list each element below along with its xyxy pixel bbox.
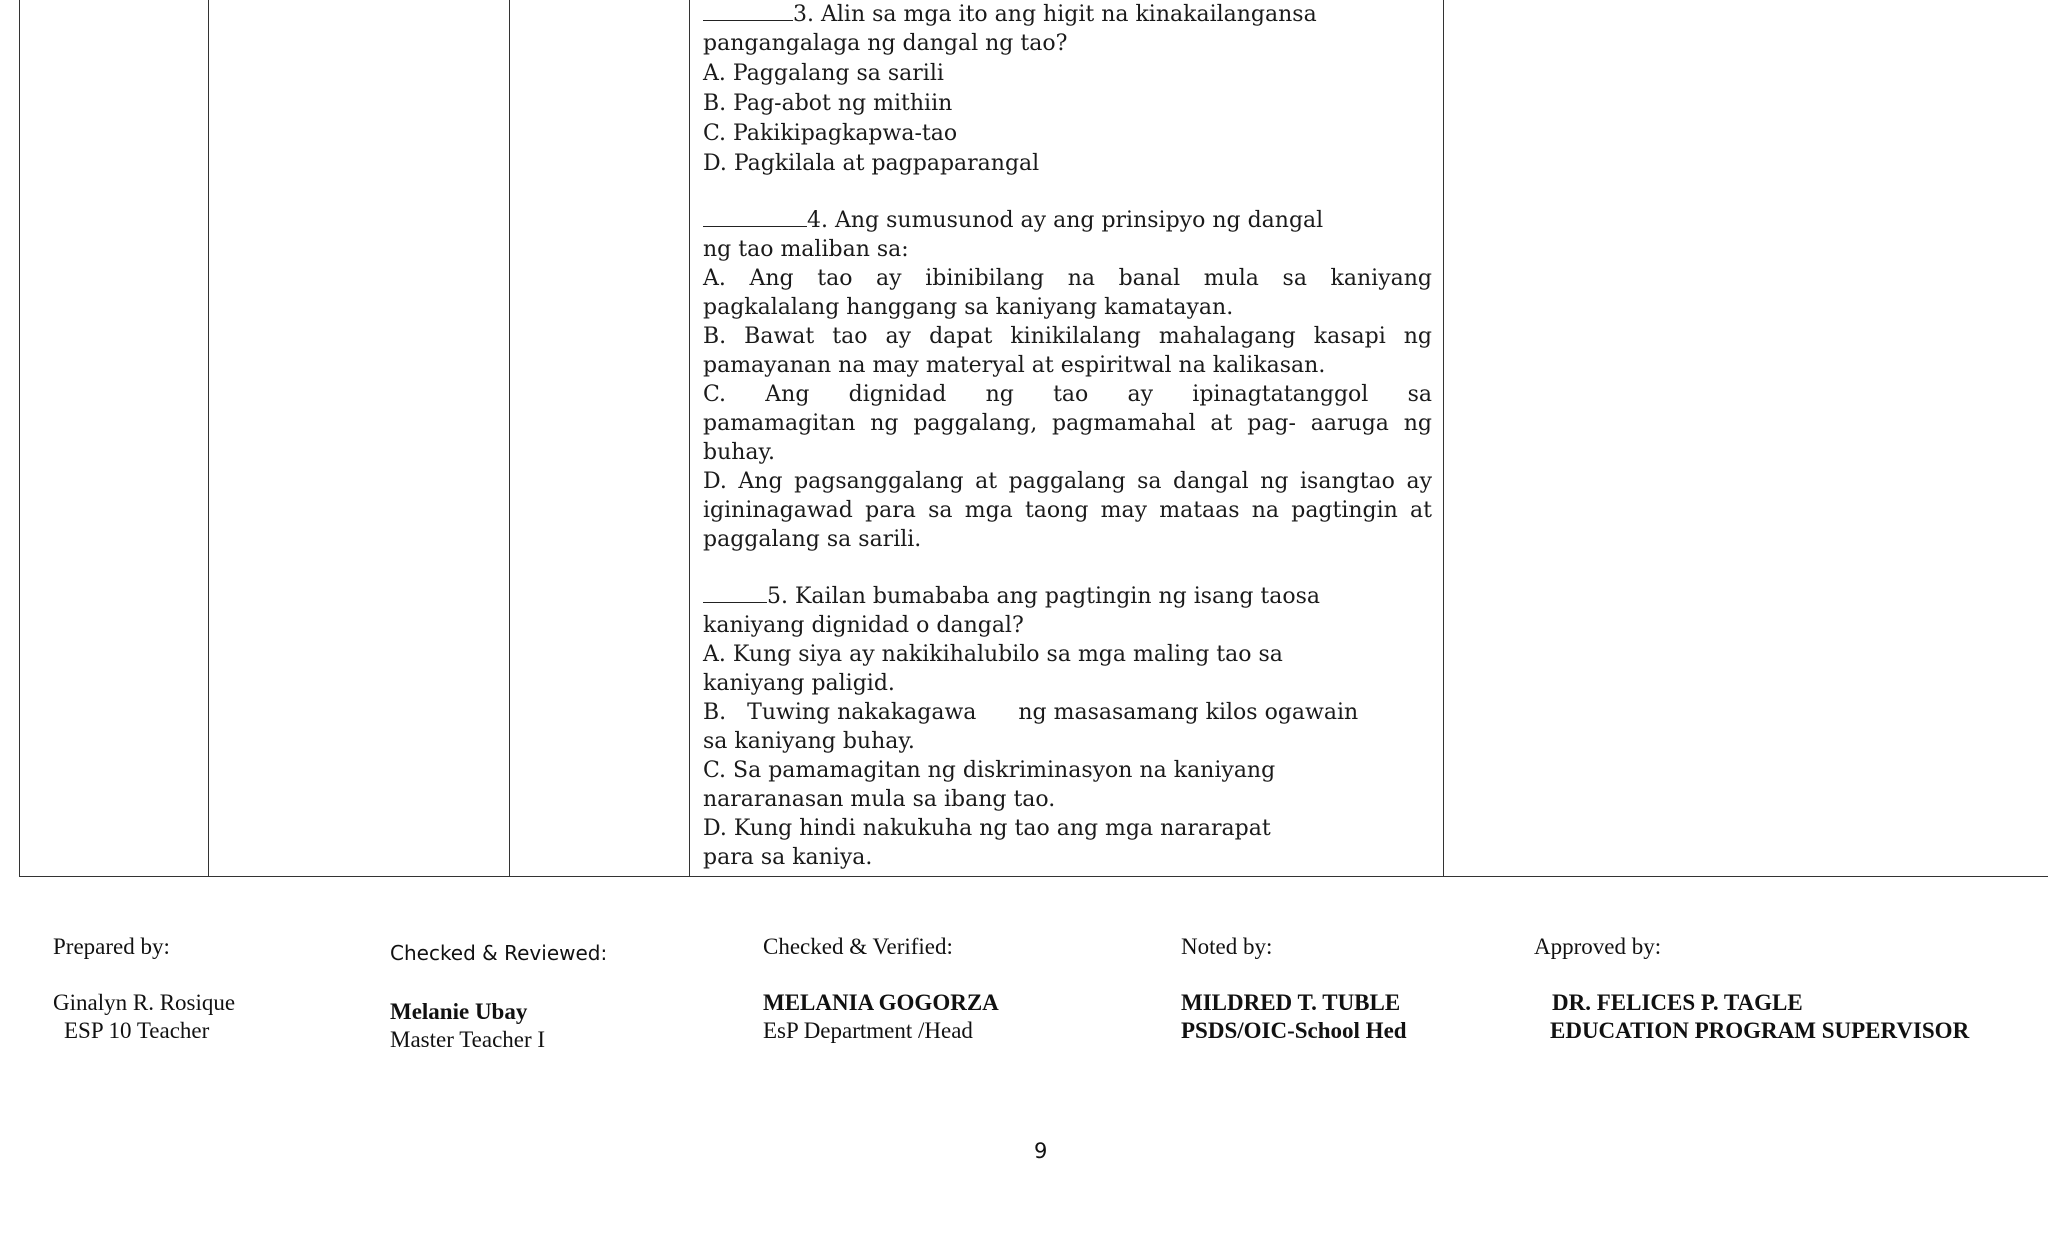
signatory-prepared	[53, 933, 235, 1045]
choice-a: A. Paggalang sa sarili	[703, 61, 944, 86]
question-5	[703, 582, 1432, 872]
choice-a: A. Ang tao ay ibinibilang na banal mula sa kaniyang	[703, 266, 1432, 291]
choice-b: B. Tuwing nakakagawa ng masasamang kilos ogawain	[703, 700, 1359, 725]
choice-c: C. Pakikipagkapwa-tao	[703, 121, 958, 146]
choice-d: D. Kung hindi nakukuha ng tao ang mga nararapat	[703, 816, 1271, 841]
signatory-label: Prepared by:	[53, 934, 170, 959]
signatory-role: Master Teacher I	[390, 1027, 546, 1052]
question-text: 5. Kailan bumababa ang pagtingin ng isang taosa	[767, 584, 1321, 609]
signatory-checked-verified	[763, 933, 999, 1045]
page-number: 9	[1034, 1139, 1048, 1163]
signatory-name: MILDRED T. TUBLE	[1181, 990, 1401, 1015]
signatory-label: Checked & Verified:	[763, 934, 953, 959]
question-stem-cont: kaniyang dignidad o dangal?	[703, 613, 1024, 638]
choice-c-cont: pamamagitan ng paggalang, pagmamahal at pag- aaruga ng	[703, 411, 1432, 436]
choice-b-cont: pamayanan na may materyal at espiritwal na kalikasan.	[703, 353, 1326, 378]
question-3	[703, 0, 1432, 178]
signatory-approved	[1534, 933, 1969, 1045]
choice-c: C. Ang dignidad ng tao ay ipinagtatanggol sa	[703, 382, 1432, 407]
signatory-name: MELANIA GOGORZA	[763, 990, 999, 1015]
choice-c: C. Sa pamamagitan ng diskriminasyon na kaniyang	[703, 758, 1276, 783]
signatory-name: Ginalyn R. Rosique	[53, 990, 236, 1015]
choice-d-cont: paggalang sa sarili.	[703, 527, 922, 552]
signatory-role: EDUCATION PROGRAM SUPERVISOR	[1550, 1018, 1970, 1043]
choice-d: D. Pagkilala at pagpaparangal	[703, 151, 1040, 176]
choice-b: B. Bawat tao ay dapat kinikilalang mahalagang kasapi ng	[703, 324, 1432, 349]
signatory-name: Melanie Ubay	[390, 999, 528, 1024]
signatory-label: Noted by:	[1181, 934, 1273, 959]
question-text: 3. Alin sa mga ito ang higit na kinakailangansa	[793, 2, 1317, 27]
signatory-checked-reviewed	[390, 939, 607, 1054]
assessment-cell	[703, 0, 1432, 872]
choice-a-cont: kaniyang paligid.	[703, 671, 895, 696]
signatory-role: PSDS/OIC-School Hed	[1181, 1018, 1407, 1043]
question-stem	[703, 582, 1432, 611]
question-stem	[703, 0, 1432, 29]
choice-d: D. Ang pagsanggalang at paggalang sa dangal ng isangtao ay	[703, 469, 1432, 494]
answer-blank[interactable]	[703, 2, 793, 21]
question-stem	[703, 206, 1432, 235]
choice-d-cont: para sa kaniya.	[703, 845, 873, 870]
choice-a-cont: pagkalalang hanggang sa kaniyang kamatayan.	[703, 295, 1234, 320]
signatory-noted	[1181, 933, 1407, 1045]
table-column-divider	[208, 0, 209, 877]
choice-b-cont: sa kaniyang buhay.	[703, 729, 915, 754]
choice-c-cont: nararanasan mula sa ibang tao.	[703, 787, 1056, 812]
choice-c-cont: buhay.	[703, 440, 776, 465]
choice-a: A. Kung siya ay nakikihalubilo sa mga maling tao sa	[703, 642, 1283, 667]
table-column-divider	[689, 0, 690, 877]
signatory-role: ESP 10 Teacher	[64, 1018, 210, 1043]
question-stem-cont: pangangalaga ng dangal ng tao?	[703, 31, 1068, 56]
choice-d-cont: igininagawad para sa mga taong may mataas na pagtingin at	[703, 498, 1432, 523]
answer-blank[interactable]	[703, 208, 807, 227]
choice-b: B. Pag-abot ng mithiin	[703, 91, 953, 116]
question-text: 4. Ang sumusunod ay ang prinsipyo ng dangal	[807, 208, 1324, 233]
signatory-name: DR. FELICES P. TAGLE	[1552, 990, 1803, 1015]
signatory-label: Approved by:	[1534, 934, 1662, 959]
question-stem-cont: ng tao maliban sa:	[703, 237, 909, 262]
answer-blank[interactable]	[703, 584, 767, 603]
question-4	[703, 206, 1432, 554]
signatory-role: EsP Department /Head	[763, 1018, 973, 1043]
signatory-label: Checked & Reviewed:	[390, 941, 608, 965]
table-column-divider	[509, 0, 510, 877]
table-column-divider	[1443, 0, 1444, 877]
